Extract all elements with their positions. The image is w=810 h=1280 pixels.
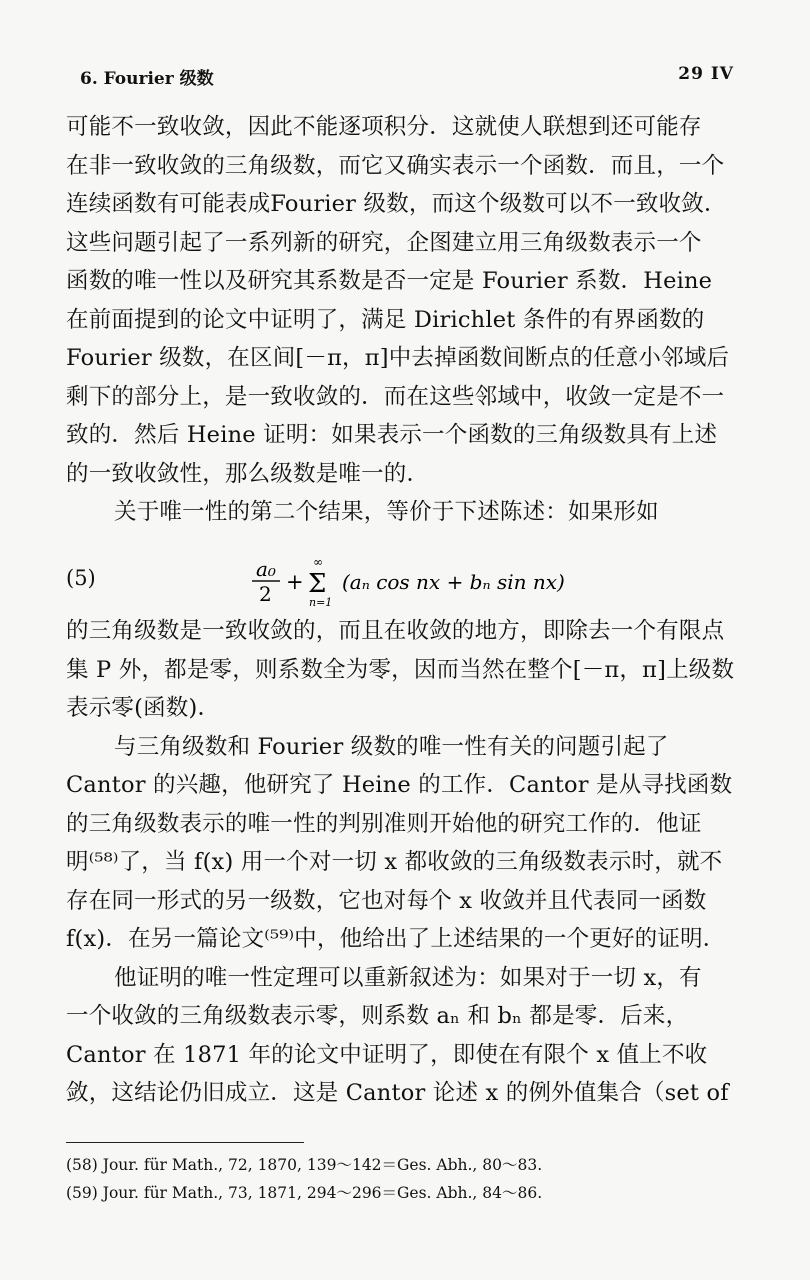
running-header: [80, 64, 734, 88]
text-line: 敛，这结论仍旧成立．这是 Cantor 论述 x 的例外值集合（set of: [66, 1080, 729, 1106]
sum-term: (aₙ cos nx + bₙ sin nx): [342, 570, 565, 594]
fraction-numerator: a₀: [256, 557, 276, 581]
text-line: Cantor 在 1871 年的论文中证明了，即使在有限个 x 值上不收: [66, 1041, 708, 1068]
text-line: 表示零(函数)．: [66, 695, 221, 721]
text-line: 他证明的唯一性定理可以重新叙述为：如果对于一切 x，有: [114, 964, 702, 991]
text-line: f(x)．在另一篇论文⁽⁵⁹⁾中，他给出了上述结果的一个更好的证明．: [66, 926, 726, 952]
equation-number: (5): [66, 566, 96, 590]
footnote-rule: [66, 1142, 304, 1143]
plus-sign: +: [286, 570, 304, 594]
text-line: 的一致收敛性，那么级数是唯一的．: [66, 460, 430, 487]
footnote-59: (59) Jour. für Math., 73, 1871, 294～296＝Ges. Abh., 84～86.: [66, 1184, 543, 1202]
text-line: 集 P 外，都是零，则系数全为零，因而当然在整个[－π，π]上级数: [66, 656, 735, 683]
text-line: 的三角级数表示的唯一性的判别准则开始他的研究工作的．他证: [66, 810, 702, 837]
text-line: Cantor 的兴趣，他研究了 Heine 的工作．Cantor 是从寻找函数: [66, 772, 733, 798]
text-line: 这些问题引起了一系列新的研究，企图建立用三角级数表示一个: [66, 229, 702, 256]
text-line: 在非一致收敛的三角级数，而它又确实表示一个函数．而且，一个: [66, 152, 725, 179]
body-text-bottom: [66, 612, 736, 1113]
equation-body: [66, 556, 736, 608]
page-number: 29 IV: [678, 64, 734, 84]
text-line: 致的．然后 Heine 证明：如果表示一个函数的三角级数具有上述: [66, 422, 718, 448]
text-line: 可能不一致收敛，因此不能逐项积分．这就使人联想到还可能存: [66, 114, 702, 140]
text-line: 一个收敛的三角级数表示零，则系数 aₙ 和 bₙ 都是零．后来，: [66, 1003, 689, 1029]
text-line: 连续函数有可能表成Fourier 级数，而这个级数可以不一致收敛．: [66, 191, 727, 217]
footnote-58: (58) Jour. für Math., 72, 1870, 139～142＝Ges. Abh., 80～83.: [66, 1156, 543, 1174]
sigma-symbol: Σ: [308, 569, 327, 599]
text-line: 关于唯一性的第二个结果，等价于下述陈述：如果形如: [114, 499, 659, 525]
chapter-title: 6. Fourier 级数: [80, 69, 214, 89]
text-line: 与三角级数和 Fourier 级数的唯一性有关的问题引起了: [114, 733, 669, 760]
text-line: 剩下的部分上，是一致收敛的．而在这些邻域中，收敛一定是不一: [66, 383, 725, 410]
text-line: Fourier 级数，在区间[－π，π]中去掉函数间断点的任意小邻域后: [66, 345, 730, 371]
text-line: 明⁽⁵⁸⁾了，当 f(x) 用一个对一切 x 都收敛的三角级数表示时，就不: [66, 849, 723, 875]
fraction-denominator: 2: [259, 582, 272, 606]
text-line: 函数的唯一性以及研究其系数是否一定是 Fourier 系数．Heine: [66, 268, 713, 294]
sum-upper-limit: ∞: [313, 556, 323, 569]
body-text-top: [66, 108, 736, 532]
text-line: 的三角级数是一致收敛的，而且在收敛的地方，即除去一个有限点: [66, 618, 725, 644]
text-line: 存在同一形式的另一级数，它也对每个 x 收敛并且代表同一函数: [66, 887, 707, 914]
text-line: 在前面提到的论文中证明了，满足 Dirichlet 条件的有界函数的: [66, 306, 705, 333]
equation-5: [66, 556, 736, 608]
sum-lower-limit: n=1: [309, 596, 333, 608]
